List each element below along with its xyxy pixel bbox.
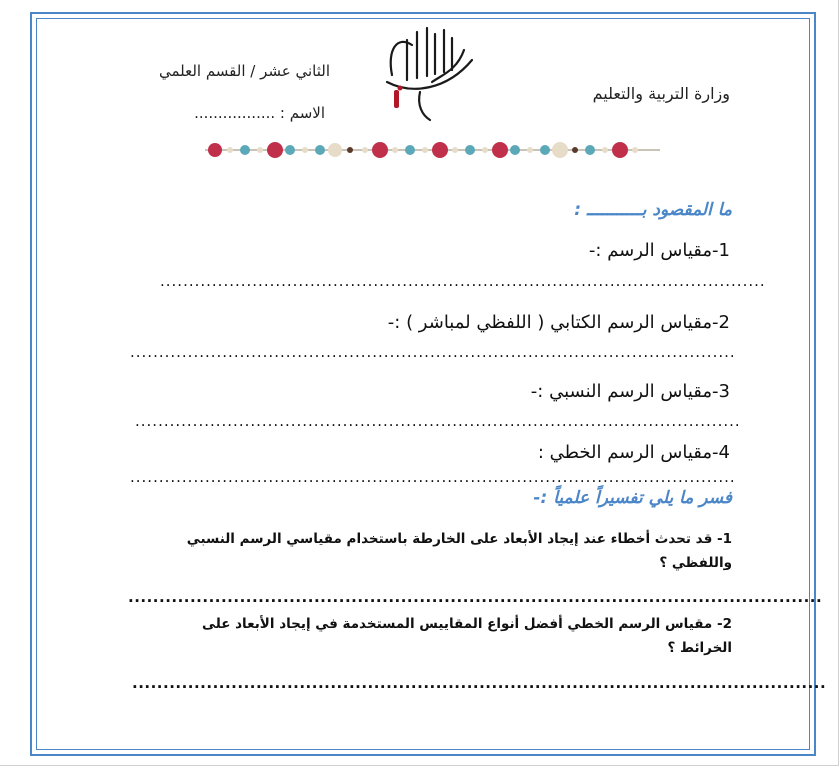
explain-item-line: 1- قد تحدث أخطاء عند إيجاد الأبعاد على الخارطة باستخدام مقياسي الرسم النسبي xyxy=(186,531,732,547)
bead xyxy=(585,145,595,155)
explain-item-line: 2- مقياس الرسم الخطي أفضل أنواع المقاييس المستخدمة في إيجاد الأبعاد على xyxy=(202,616,732,632)
bead xyxy=(362,147,368,153)
bead xyxy=(302,147,308,153)
bead xyxy=(257,147,263,153)
answer-line: ................................................................................................................ xyxy=(132,674,827,692)
bead xyxy=(492,142,508,158)
bead xyxy=(328,143,342,157)
answer-line: ......................................................................................................... xyxy=(135,412,741,430)
answer-line: ................................................................................................................ xyxy=(128,588,823,606)
bead xyxy=(612,142,628,158)
bead xyxy=(372,142,388,158)
answer-line: ......................................................................................................... xyxy=(130,343,736,361)
bead xyxy=(552,142,568,158)
explain-item xyxy=(112,612,732,660)
bead-divider xyxy=(205,138,660,162)
bead xyxy=(572,147,578,153)
bead xyxy=(422,147,428,153)
explain-item-line: واللفظي ؟ xyxy=(659,555,732,571)
bead xyxy=(540,145,550,155)
explain-item-line: الخرائط ؟ xyxy=(667,640,732,656)
bead xyxy=(405,145,415,155)
bead xyxy=(227,147,233,153)
bead xyxy=(392,147,398,153)
ministry-label: وزارة التربية والتعليم xyxy=(592,84,730,103)
bead xyxy=(482,147,488,153)
bead xyxy=(315,145,325,155)
grade-label: الثاني عشر / القسم العلمي xyxy=(158,62,330,80)
bead xyxy=(465,145,475,155)
bead xyxy=(267,142,283,158)
bead xyxy=(208,143,222,157)
bead xyxy=(632,147,638,153)
section1-title: ما المقصود بـــــــــــ : xyxy=(574,200,732,220)
bead xyxy=(347,147,353,153)
bead xyxy=(527,147,533,153)
bead xyxy=(432,142,448,158)
answer-line: ......................................................................................................... xyxy=(130,468,736,486)
question-item: 2-مقياس الرسم الكتابي ( اللفظي لمباشر ) :- xyxy=(387,312,730,333)
name-field-label: الاسم : ................. xyxy=(194,104,325,122)
section2-title: فسر ما يلي تفسيراً علمياً :- xyxy=(533,488,732,508)
basmala-calligraphy-logo xyxy=(372,20,482,130)
answer-line: ......................................................................................................... xyxy=(160,272,766,290)
bead xyxy=(602,147,608,153)
explain-item xyxy=(112,527,732,575)
bead xyxy=(285,145,295,155)
bead xyxy=(240,145,250,155)
question-item: 4-مقياس الرسم الخطي : xyxy=(537,442,730,463)
bead xyxy=(452,147,458,153)
question-item: 1-مقياس الرسم :- xyxy=(588,240,730,261)
bead xyxy=(510,145,520,155)
question-item: 3-مقياس الرسم النسبي :- xyxy=(530,381,730,402)
